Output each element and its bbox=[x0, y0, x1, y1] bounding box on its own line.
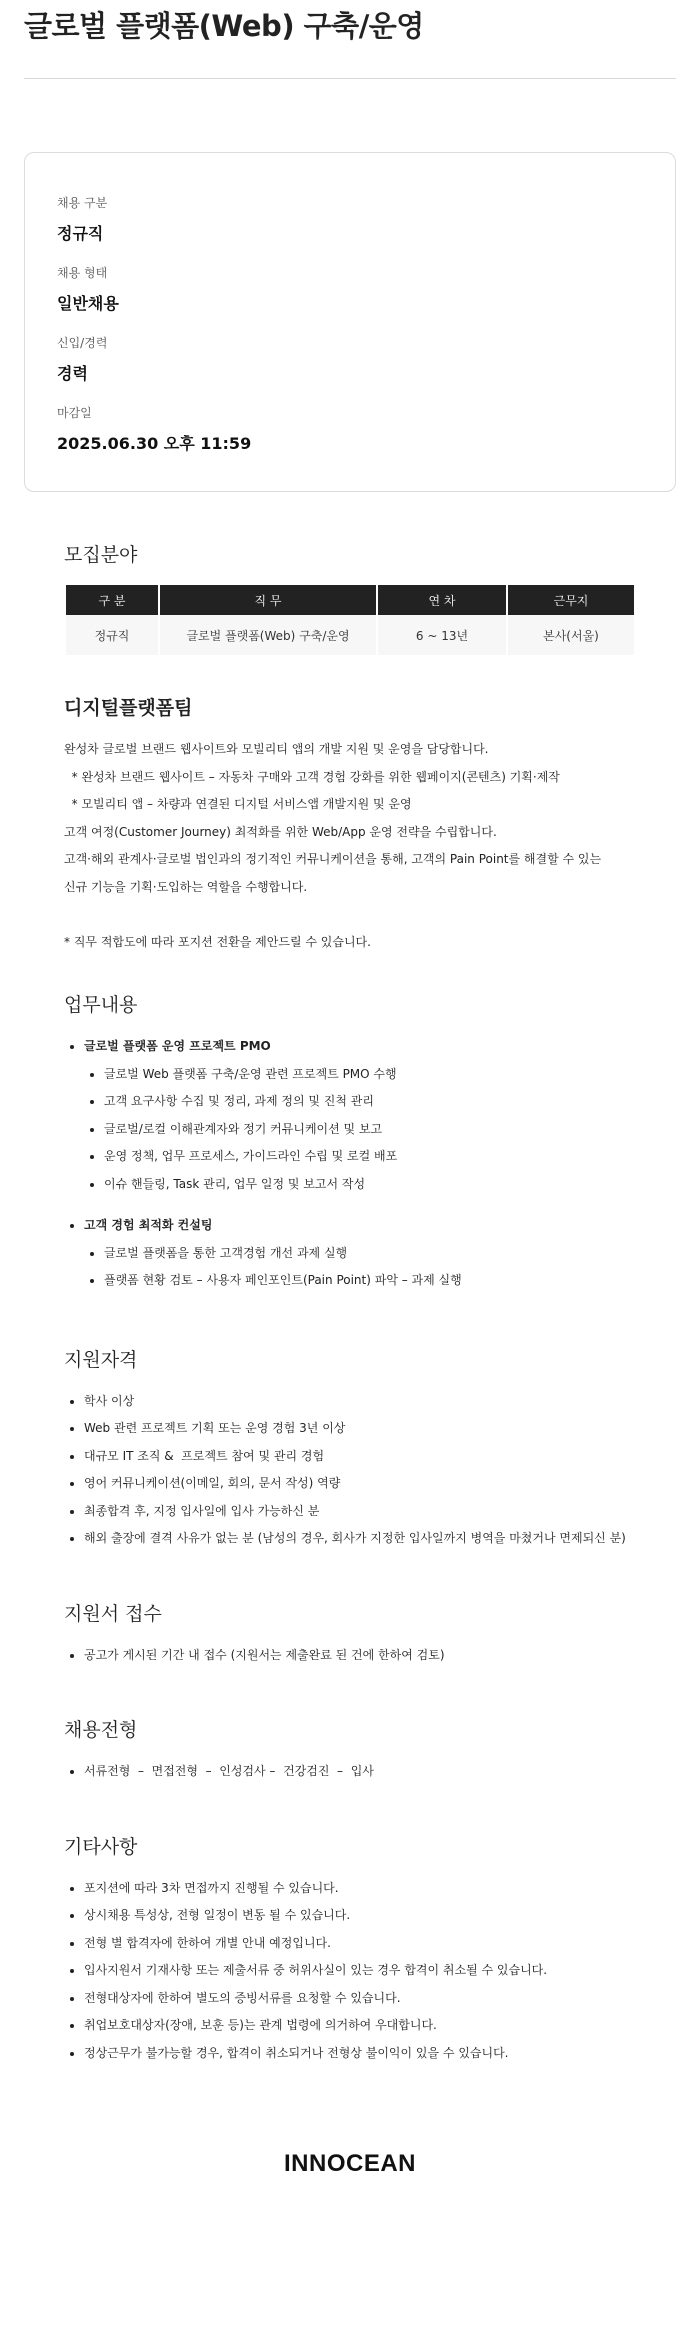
description-line: * 모빌리티 앱 – 차량과 연결된 디지털 서비스앱 개발지원 및 운영 bbox=[64, 797, 412, 811]
info-value: 경력 bbox=[57, 364, 88, 383]
job-description bbox=[64, 540, 636, 2067]
info-label: 신입/경력 bbox=[57, 336, 108, 350]
section-heading: 채용전형 bbox=[64, 1719, 138, 1741]
list-item: 해외 출장에 결격 사유가 없는 분 (남성의 경우, 회사가 지정한 입사일까지 병역을 마쳤거나 면제되신 분) bbox=[64, 1525, 636, 1553]
table-cell: 글로벌 플랫폼(Web) 구축/운영 bbox=[160, 615, 376, 655]
section-heading: 지원서 접수 bbox=[64, 1602, 162, 1625]
info-label: 마감일 bbox=[57, 406, 92, 420]
list-item: 운영 정책, 업무 프로세스, 가이드라인 수립 및 로컬 배포 bbox=[84, 1143, 636, 1171]
table-cell: 본사(서울) bbox=[508, 615, 634, 655]
info-value: 정규직 bbox=[57, 224, 104, 243]
duty-group-title: 고객 경험 최적화 컨설팅 bbox=[84, 1218, 213, 1232]
table-cell: 정규직 bbox=[66, 615, 158, 655]
description-line: * 완성차 브랜드 웹사이트 – 자동차 구매와 고객 경험 강화를 위한 웹페이지(콘텐츠) 기획·제작 bbox=[64, 769, 560, 784]
team-description bbox=[64, 736, 636, 956]
description-line: 고객 여정(Customer Journey) 최적화를 위한 Web/App 운영 전략을 수립합니다. bbox=[64, 824, 497, 839]
list-item: 최종합격 후, 지정 입사일에 입사 가능하신 분 bbox=[64, 1498, 636, 1526]
recruit-table bbox=[64, 585, 636, 655]
list-item: 대규모 IT 조직 & 프로젝트 참여 및 관리 경험 bbox=[64, 1443, 636, 1471]
column-header: 근무지 bbox=[508, 585, 634, 615]
table-header-row bbox=[66, 585, 634, 615]
section-heading: 디지털플랫폼팀 bbox=[64, 697, 193, 719]
list-item: 포지션에 따라 3차 면접까지 진행될 수 있습니다. bbox=[64, 1875, 636, 1903]
list-item: 글로벌 Web 플랫폼 구축/운영 관련 프로젝트 PMO 수행 bbox=[84, 1061, 636, 1089]
list-item: 전형 별 합격자에 한하여 개별 안내 예정입니다. bbox=[64, 1930, 636, 1958]
list-item: 이슈 핸들링, Task 관리, 업무 일정 및 보고서 작성 bbox=[84, 1171, 636, 1199]
list-item: 영어 커뮤니케이션(이메일, 회의, 문서 작성) 역량 bbox=[64, 1470, 636, 1498]
qualifications-section bbox=[64, 1345, 636, 1553]
table-cell: 6 ~ 13년 bbox=[378, 615, 506, 655]
info-value: 2025.06.30 오후 11:59 bbox=[57, 434, 252, 453]
list-item: 서류전형 – 면접전형 – 인성검사 – 건강검진 – 입사 bbox=[64, 1758, 636, 1786]
list-item: 글로벌/로컬 이해관계자와 정기 커뮤니케이션 및 보고 bbox=[84, 1116, 636, 1144]
duty-group bbox=[64, 1033, 636, 1198]
duty-sublist bbox=[84, 1061, 636, 1199]
team-section bbox=[64, 693, 636, 956]
title-divider bbox=[24, 78, 676, 79]
table-row bbox=[66, 615, 634, 655]
description-line: 완성차 글로벌 브랜드 웹사이트와 모빌리티 앱의 개발 지원 및 운영을 담당합니다. bbox=[64, 742, 489, 756]
page-title: 글로벌 플랫폼(Web) 구축/운영 bbox=[24, 9, 424, 43]
duties-section bbox=[64, 990, 636, 1295]
info-career-level bbox=[57, 334, 107, 384]
duty-group bbox=[64, 1212, 636, 1295]
list-item: 전형대상자에 한하여 별도의 증빙서류를 요청할 수 있습니다. bbox=[64, 1985, 636, 2013]
description-line: 신규 기능을 기획·도입하는 역할을 수행합니다. bbox=[64, 879, 308, 894]
list-item: 플랫폼 현황 검토 – 사용자 페인포인트(Pain Point) 파악 – 과제 실행 bbox=[84, 1267, 636, 1295]
innocean-logo: INNOCEAN bbox=[283, 2150, 416, 2177]
column-header: 연 차 bbox=[378, 585, 506, 615]
info-label: 채용 구분 bbox=[57, 196, 108, 210]
duty-sublist bbox=[84, 1240, 636, 1295]
column-header: 직 무 bbox=[160, 585, 376, 615]
recruit-field-section bbox=[64, 540, 636, 655]
description-line: * 직무 적합도에 따라 포지션 전환을 제안드릴 수 있습니다. bbox=[64, 934, 371, 949]
application-list bbox=[64, 1642, 636, 1670]
process-section bbox=[64, 1715, 636, 1786]
list-item: 고객 요구사항 수집 및 정리, 과제 정의 및 진척 관리 bbox=[84, 1088, 636, 1116]
section-heading: 지원자격 bbox=[64, 1348, 138, 1371]
info-value: 일반채용 bbox=[57, 294, 119, 313]
list-item: Web 관련 프로젝트 기획 또는 운영 경험 3년 이상 bbox=[64, 1415, 636, 1443]
list-item: 입사지원서 기재사항 또는 제출서류 중 허위사실이 있는 경우 합격이 취소될 수 있습니다. bbox=[64, 1957, 636, 1985]
etc-list bbox=[64, 1875, 636, 2068]
list-item: 공고가 게시된 기간 내 접수 (지원서는 제출완료 된 건에 한하여 검토) bbox=[64, 1642, 636, 1670]
process-list bbox=[64, 1758, 636, 1786]
list-item: 상시채용 특성상, 전형 일정이 변동 될 수 있습니다. bbox=[64, 1902, 636, 1930]
info-employment-category bbox=[57, 194, 107, 244]
info-label: 채용 형태 bbox=[57, 266, 108, 280]
description-line bbox=[64, 901, 636, 929]
list-item: 학사 이상 bbox=[64, 1388, 636, 1416]
column-header: 구 분 bbox=[66, 585, 158, 615]
duty-group-title: 글로벌 플랫폼 운영 프로젝트 PMO bbox=[84, 1039, 271, 1053]
duties-list bbox=[64, 1033, 636, 1295]
description-line: 고객·해외 관계사·글로벌 법인과의 정기적인 커뮤니케이션을 통해, 고객의 Pain Point를 해결할 수 있는 bbox=[64, 852, 602, 866]
section-heading: 기타사항 bbox=[64, 1835, 138, 1858]
section-heading: 업무내용 bbox=[64, 994, 138, 1016]
etc-section bbox=[64, 1832, 636, 2068]
list-item: 글로벌 플랫폼을 통한 고객경험 개선 과제 실행 bbox=[84, 1240, 636, 1268]
list-item: 정상근무가 불가능할 경우, 합격이 취소되거나 전형상 불이익이 있을 수 있습니다. bbox=[64, 2040, 636, 2068]
section-heading: 모집분야 bbox=[64, 544, 138, 566]
info-employment-type bbox=[57, 264, 119, 314]
qualifications-list bbox=[64, 1388, 636, 1553]
application-section bbox=[64, 1599, 636, 1670]
list-item: 취업보호대상자(장애, 보훈 등)는 관계 법령에 의거하여 우대합니다. bbox=[64, 2012, 636, 2040]
info-deadline bbox=[57, 404, 251, 454]
job-info-card bbox=[24, 152, 676, 492]
